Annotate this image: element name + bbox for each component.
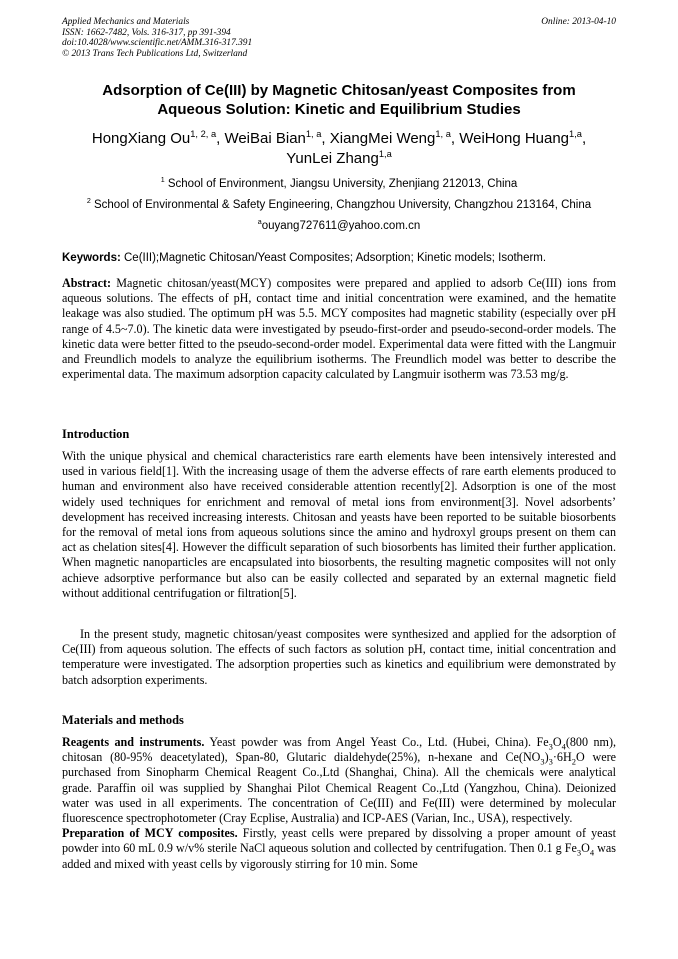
- reagents-text: O were purchased from Sinopharm Chemical Reagent Co.,Ltd (Shanghai, China). All the chemicals were analytical grade. Paraffin oil was supplied by Shanghai Pilot Chemical Reagent Co.,Ltd (Yangzhou, China). Deionized water was used in all experiments. The concentration of Ce(III) and Fe(III) were determined by molecular fluorescence spectrophotometer (Cray Ecplise, Australia) and ICP-AES (Varian, Inc., USA), respectively.: [62, 750, 616, 826]
- reagents-text: ·6H: [552, 750, 572, 765]
- reagents-label: Reagents and instruments.: [62, 735, 205, 749]
- affiliation-text: School of Environment, Jiangsu University, Zhenjiang 212013, China: [164, 178, 518, 190]
- subscript: 3: [540, 756, 545, 767]
- reagents-text: O: [552, 735, 562, 749]
- author-name: WeiBai Bian: [224, 130, 306, 147]
- reagents-text: Yeast powder was from Angel Yeast Co., Ltd. (Hubei, China). Fe: [204, 735, 549, 749]
- journal-name: Applied Mechanics and Materials: [62, 17, 190, 27]
- author-separator: ,: [581, 130, 587, 147]
- author-affiliation-mark: 1, a: [435, 129, 451, 139]
- keywords: [62, 251, 616, 265]
- journal-header: [62, 17, 616, 59]
- reagents-paragraph: [62, 735, 616, 872]
- introduction-heading: Introduction: [62, 427, 130, 441]
- keywords-text: Ce(III);Magnetic Chitosan/Yeast Composites; Adsorption; Kinetic models; Isotherm.: [120, 252, 547, 264]
- author-affiliation-mark: 1, 2, a: [190, 129, 217, 139]
- abstract-label: Abstract:: [62, 276, 112, 290]
- email-mark: a: [257, 218, 262, 227]
- doi-line: doi:10.4028/www.scientific.net/AMM.316-317.391: [62, 38, 253, 49]
- introduction-paragraph-1: With the unique physical and chemical characteristics rare earth elements have been intensively interested and used in various field[1]. With the increasing usage of them the adverse effects of rare earth elements produced to human and environment also have received considerable attention recently[2]. Adsorption is one of the most widely used techniques for enrichment and removal of metal ions from environment[3]. Novel adsorbents’ development has received increasing interests. Chitosan and yeasts have been reported to be suitable biosorbents for the removal of metal ions from aqueous solutions since the amino and hydroxyl groups present on them can act as chelation sites[4]. However the difficult separation of such biosorbents has limited their further application. When magnetic nanoparticles are encapsulated into biosorbents, the resulting magnetic composites will not only achieve adsorptive performance but also can be easily collected and separated by an external magnetic field without additional centrifugation or filtration[5].: [62, 449, 616, 600]
- subscript: 2: [571, 756, 576, 767]
- affiliation-mark: 1: [160, 176, 165, 185]
- preparation-text: O: [581, 841, 590, 856]
- online-date: Online: 2013-04-10: [541, 17, 616, 27]
- introduction-paragraph-2: In the present study, magnetic chitosan/yeast composites were synthesized and applied for the adsorption of Ce(III) from aqueous solution. The effects of such factors as solution pH, contact time, initial concentration and temperature were investigated. The adsorption properties such as kinetics and equilibrium were demonstrated by batch adsorption experiments.: [62, 627, 616, 687]
- methods-heading: Materials and methods: [62, 713, 184, 727]
- author-separator: ,: [321, 130, 330, 147]
- subscript: 3: [548, 756, 553, 767]
- email-text: ouyang727611@yahoo.com.cn: [261, 220, 421, 232]
- author-name: WeiHong Huang: [459, 130, 570, 147]
- abstract: [62, 276, 616, 382]
- author-name: HongXiang Ou: [91, 130, 191, 147]
- preparation-text: Firstly, yeast cells were prepared by dissolving a proper amount of yeast powder into 60 mL 0.9 w/v% sterile NaCl aqueous solution and collected by centrifugation. Then 0.1 g Fe: [62, 826, 616, 856]
- author-separator: ,: [216, 130, 225, 147]
- subscript: 3: [576, 847, 582, 858]
- author-separator: ,: [450, 130, 460, 147]
- affiliation-1: [40, 177, 638, 191]
- affiliation-mark: 2: [86, 197, 91, 206]
- subscript: 4: [589, 847, 595, 858]
- author-affiliation-mark: 1,a: [378, 149, 392, 159]
- author-name: XiangMei Weng: [329, 130, 436, 147]
- subscript: 3: [548, 741, 553, 752]
- abstract-text: Magnetic chitosan/yeast(MCY) composites were prepared and applied to adsorb Ce(III) ions from aqueous solutions. The effects of pH, contact time and initial concentration were examined, and the hematite leakage was also studied. The optimum pH was 5.5. MCY composites had magnetic stability (especially over pH range of 4.5~7.0). The kinetic data were investigated by pseudo-first-order and pseudo-second-order models. The kinetic data were better fitted to the pseudo-second-order model. Experimental data were fitted with the Langmuir and Freundlich models to analyze the equilibrium isotherms. The Freundlich model was better to describe the experimental data. The maximum adsorption capacity calculated by Langmuir isotherm was 73.53 mg/g.: [62, 276, 616, 382]
- keywords-label: Keywords:: [62, 252, 121, 264]
- reagents-text: (800 nm), chitosan (80-95% deacetylated), Span-80, Glutaric dialdehyde(25%), n-hexane and Ce(NO: [62, 735, 616, 765]
- preparation-label: Preparation of MCY composites.: [62, 826, 238, 841]
- paper-title: [40, 81, 638, 119]
- author-list: [40, 129, 638, 169]
- title-line-2: Aqueous Solution: Kinetic and Equilibrium Studies: [157, 101, 521, 118]
- title-line-1: Adsorption of Ce(III) by Magnetic Chitosan/yeast Composites from: [102, 82, 576, 99]
- author-name: YunLei Zhang: [286, 150, 379, 167]
- issn-line: ISSN: 1662-7482, Vols. 316-317, pp 391-394: [62, 27, 231, 38]
- subscript: 4: [561, 741, 566, 752]
- preparation-text: was added and mixed with yeast cells by vigorously stirring for 10 min. Some: [62, 841, 616, 871]
- affiliation-2: [40, 198, 638, 212]
- affiliation-text: School of Environmental & Safety Engineering, Changzhou University, Changzhou 213164, China: [90, 199, 592, 211]
- author-affiliation-mark: 1,a: [569, 129, 582, 139]
- copyright-line: © 2013 Trans Tech Publications Ltd, Switzerland: [62, 48, 248, 59]
- reagents-text: ): [544, 750, 549, 765]
- author-affiliation-mark: 1, a: [305, 129, 322, 139]
- corresponding-email: [40, 219, 638, 233]
